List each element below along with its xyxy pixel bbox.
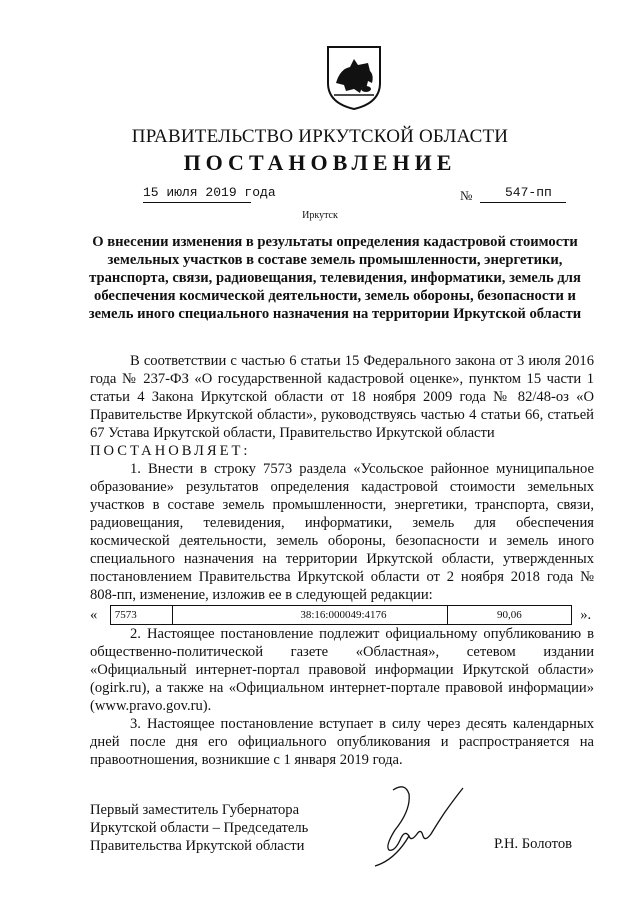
- signatory-name: Р.Н. Болотов: [494, 836, 573, 852]
- cadastral-number-cell: 38:16:000049:4176: [173, 605, 447, 624]
- row-number-cell: 7573: [110, 605, 173, 624]
- cadastral-value-cell: 90,06: [447, 605, 572, 624]
- preamble-paragraph: В соответствии с частью 6 статьи 15 Федерального закона от 3 июля 2016 года № 237-ФЗ «О государственной кадастровой оценке», пунктом 15 части 1 статьи 4 Закона Иркутской области от 18 ноября 2009 года № 82/48-оз «О Правительстве Иркутской области», руководствуясь частью 4 статьи 66, статьей 67 Устава Иркутской области, Правительство Иркутской области: [90, 353, 594, 441]
- date-underline: [143, 202, 251, 203]
- position-line-2: Иркутской области – Председатель: [90, 820, 309, 836]
- position-line-1: Первый заместитель Губернатора: [90, 802, 300, 818]
- open-quote: «: [90, 606, 98, 623]
- document-body: [90, 352, 594, 769]
- number-sign: №: [460, 188, 473, 203]
- item-2-paragraph: 2. Настоящее постановление подлежит официальному опубликованию в общественно-политической газете «Областная», сетевом издании «Официальный интернет-портал правовой информации Иркутской области» (ogirk.ru), а также на «Официальном интернет-портале правовой информации» (www.pravo.gov.ru).: [90, 626, 594, 714]
- close-quote: ».: [580, 606, 592, 623]
- city-name: Иркутск: [302, 210, 338, 221]
- item-3-paragraph: 3. Настоящее постановление вступает в силу через десять календарных дней после дня его официального опубликования и распространяется на правоотношения, возникшие с 1 января 2019 года.: [90, 716, 594, 768]
- document-title: О внесении изменения в результаты определения кадастровой стоимости земельных участков в составе земель промышленности, энергетики, транспорта, связи, радиовещания, телевидения, информатики, земель для обеспечения космической деятельности, земель обороны, безопасности и земель иного специального назначения на территории Иркутской области: [88, 234, 582, 322]
- coat-of-arms-icon: [324, 43, 384, 111]
- document-number: 547-пп: [505, 185, 552, 200]
- number-underline: [480, 202, 566, 203]
- document-type: ПОСТАНОВЛЕНИЕ: [183, 150, 457, 175]
- item-1-paragraph: 1. Внести в строку 7573 раздела «Усольское районное муниципальное образование» результатов определения кадастровой стоимости земельных участков в составе земель промышленности, энергетики, транспорта, связи, радиовещания, телевидения, информатики, земель для обеспечения космической деятельности, земель обороны, безопасности и земель иного специального назначения на территории Иркутской области, утвержденных постановлением Правительства Иркутской области от 2 ноября 2018 года № 808-пп, изменение, изложив ее в следующей редакции:: [90, 461, 594, 603]
- resolves-heading: ПОСТАНОВЛЯЕТ:: [90, 443, 251, 459]
- amended-row-table: [110, 605, 572, 625]
- government-name: ПРАВИТЕЛЬСТВО ИРКУТСКОЙ ОБЛАСТИ: [131, 126, 509, 147]
- document-date: 15 июля 2019 года: [143, 185, 276, 200]
- position-line-3: Правительства Иркутской области: [90, 838, 305, 854]
- handwritten-signature: [365, 780, 485, 875]
- signatory-position: [90, 801, 308, 855]
- amended-row: [90, 606, 594, 623]
